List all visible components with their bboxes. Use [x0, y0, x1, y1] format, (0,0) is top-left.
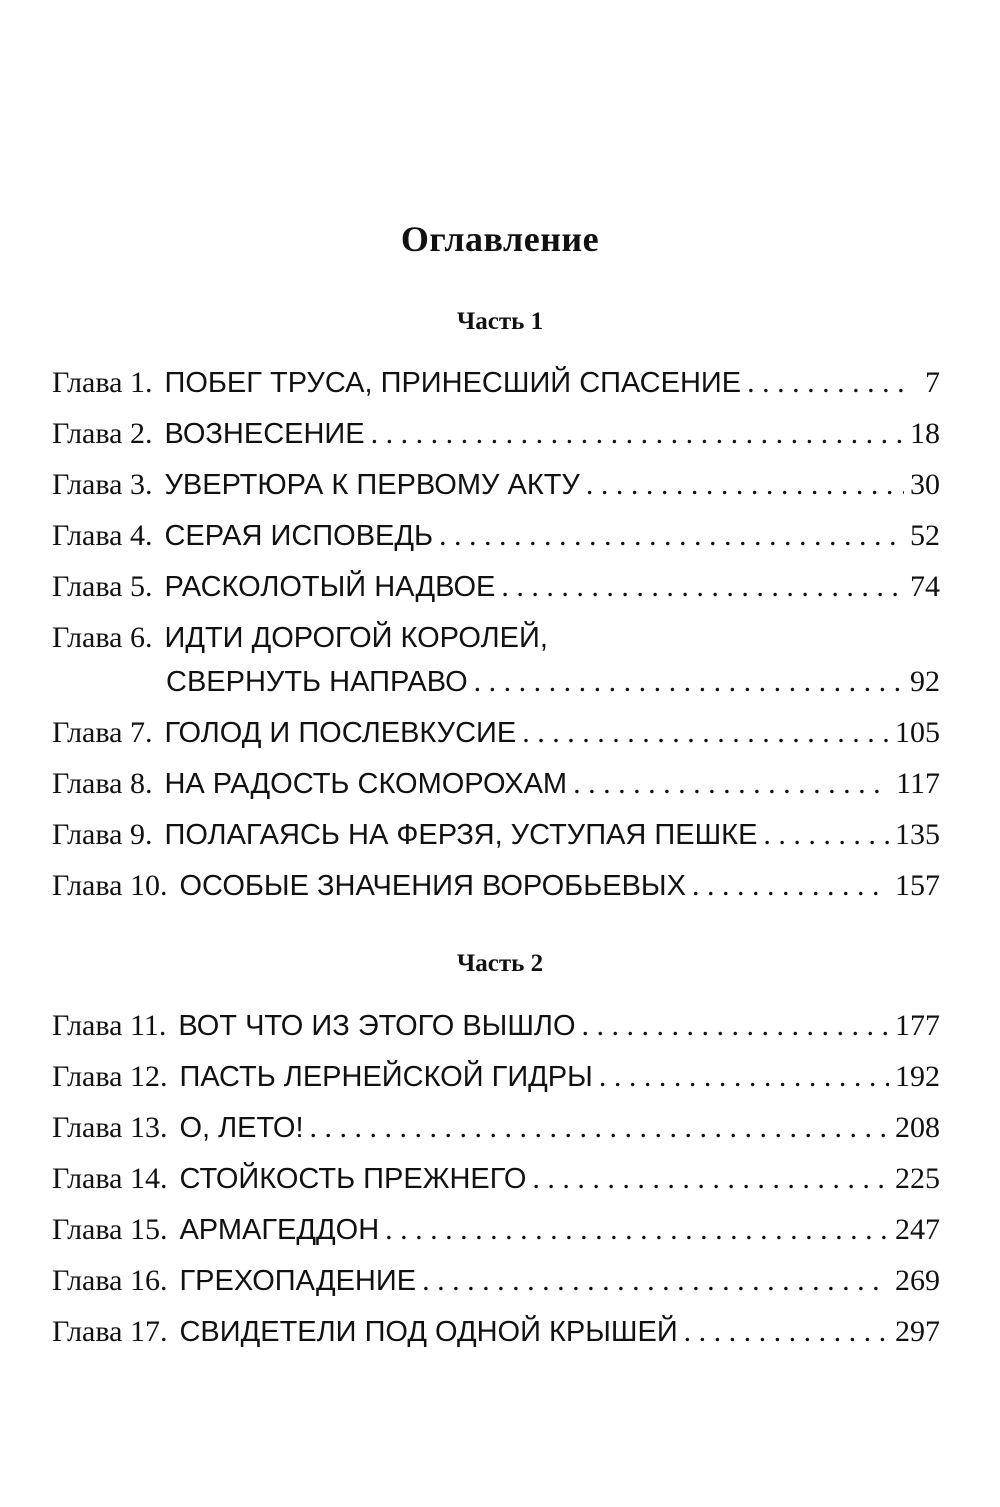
- dot-leader: [599, 1057, 889, 1097]
- dot-leader: [474, 662, 904, 702]
- chapter-title: АРМАГЕДДОН: [179, 1214, 380, 1246]
- page-number: 192: [895, 1060, 940, 1093]
- chapter-title: ПАСТЬ ЛЕРНЕЙСКОЙ ГИДРЫ: [179, 1061, 593, 1093]
- chapter-label: Глава 14.: [52, 1162, 168, 1195]
- chapter-title: ГОЛОД И ПОСЛЕВКУСИЕ: [164, 717, 517, 749]
- page-number: 105: [895, 716, 940, 749]
- chapter-label: Глава 13.: [52, 1111, 168, 1144]
- dot-leader: [439, 516, 904, 556]
- page-number: 18: [910, 417, 940, 450]
- chapter-title: СЕРАЯ ИСПОВЕДЬ: [164, 520, 434, 552]
- dot-leader: [310, 1108, 889, 1148]
- page-number: 208: [895, 1111, 940, 1144]
- page-number: 117: [896, 767, 940, 800]
- toc-entry-16[interactable]: [52, 1261, 940, 1301]
- chapter-title-continuation: СВЕРНУТЬ НАПРАВО: [166, 666, 468, 698]
- chapter-title: ПОЛАГАЯСЬ НА ФЕРЗЯ, УСТУПАЯ ПЕШКЕ: [164, 819, 758, 851]
- chapter-label: Глава 8.: [52, 767, 153, 800]
- page-number: 92: [910, 665, 940, 698]
- part-2-heading: Часть 2: [456, 950, 544, 977]
- chapter-label: Глава 6.: [52, 621, 153, 654]
- chapter-title: ВОЗНЕСЕНИЕ: [164, 418, 365, 450]
- toc-entry-12[interactable]: [52, 1057, 940, 1097]
- chapter-label: Глава 9.: [52, 818, 153, 851]
- chapter-label: Глава 1.: [52, 366, 153, 399]
- dot-leader: [532, 1159, 889, 1199]
- dot-leader: [684, 1312, 889, 1352]
- page-title: Оглавление: [400, 219, 600, 259]
- dot-leader: [422, 1261, 889, 1301]
- dot-leader: [385, 1210, 889, 1250]
- page-number: 30: [910, 468, 940, 501]
- chapter-title: НА РАДОСТЬ СКОМОРОХАМ: [164, 768, 568, 800]
- page-number: 7: [925, 366, 940, 399]
- toc-entry-14[interactable]: [52, 1159, 940, 1199]
- chapter-label: Глава 7.: [52, 716, 153, 749]
- toc-entry-3[interactable]: [52, 465, 940, 505]
- toc-entry-17[interactable]: [52, 1312, 940, 1352]
- page-number: 269: [895, 1264, 940, 1297]
- part-1-heading: Часть 1: [456, 308, 544, 335]
- toc-entry-8[interactable]: [52, 764, 940, 804]
- toc-entry-15[interactable]: [52, 1210, 940, 1250]
- toc-entry-13[interactable]: [52, 1108, 940, 1148]
- page-number: 52: [910, 519, 940, 552]
- page-number: 177: [895, 1009, 940, 1042]
- chapter-label: Глава 16.: [52, 1264, 168, 1297]
- dot-leader: [586, 465, 904, 505]
- chapter-label: Глава 2.: [52, 417, 153, 450]
- chapter-label: Глава 10.: [52, 869, 168, 902]
- page-number: 225: [895, 1162, 940, 1195]
- toc-entry-9[interactable]: [52, 815, 940, 855]
- chapter-label: Глава 12.: [52, 1060, 168, 1093]
- chapter-label: Глава 15.: [52, 1213, 168, 1246]
- page-number: 157: [895, 869, 940, 902]
- chapter-title: РАСКОЛОТЫЙ НАДВОЕ: [164, 571, 496, 603]
- chapter-label: Глава 17.: [52, 1315, 168, 1348]
- chapter-title: ИДТИ ДОРОГОЙ КОРОЛЕЙ,: [164, 622, 548, 654]
- page-number: 247: [895, 1213, 940, 1246]
- chapter-label: Глава 4.: [52, 519, 153, 552]
- dot-leader: [501, 567, 904, 607]
- page-number: 135: [895, 818, 940, 851]
- chapter-label: Глава 3.: [52, 468, 153, 501]
- dot-leader: [747, 363, 904, 403]
- chapter-title: ОСОБЫЕ ЗНАЧЕНИЯ ВОРОБЬЕВЫХ: [179, 870, 686, 902]
- toc-entry-10[interactable]: [52, 866, 940, 906]
- chapter-title: ВОТ ЧТО ИЗ ЭТОГО ВЫШЛО: [178, 1010, 576, 1042]
- page-number: 297: [895, 1315, 940, 1348]
- dot-leader: [582, 1006, 889, 1046]
- chapter-title: СТОЙКОСТЬ ПРЕЖНЕГО: [179, 1163, 527, 1195]
- chapter-title: О, ЛЕТО!: [179, 1112, 304, 1144]
- toc-entry-6-continuation[interactable]: [166, 662, 940, 702]
- dot-leader: [692, 866, 889, 906]
- chapter-title: УВЕРТЮРА К ПЕРВОМУ АКТУ: [164, 469, 580, 501]
- dot-leader: [371, 414, 904, 454]
- toc-entry-11[interactable]: [52, 1006, 940, 1046]
- chapter-label: Глава 5.: [52, 570, 153, 603]
- chapter-title: ПОБЕГ ТРУСА, ПРИНЕСШИЙ СПАСЕНИЕ: [164, 367, 742, 399]
- toc-entry-5[interactable]: [52, 567, 940, 607]
- toc-entry-2[interactable]: [52, 414, 940, 454]
- chapter-label: Глава 11.: [52, 1009, 167, 1042]
- toc-entry-7[interactable]: [52, 713, 940, 753]
- dot-leader: [573, 764, 890, 804]
- dot-leader: [522, 713, 889, 753]
- dot-leader: [763, 815, 889, 855]
- page-number: 74: [910, 570, 940, 603]
- chapter-title: ГРЕХОПАДЕНИЕ: [179, 1265, 417, 1297]
- toc-entry-4[interactable]: [52, 516, 940, 556]
- toc-entry-6[interactable]: [52, 618, 940, 658]
- toc-entry-1[interactable]: [52, 363, 940, 403]
- chapter-title: СВИДЕТЕЛИ ПОД ОДНОЙ КРЫШЕЙ: [179, 1316, 678, 1348]
